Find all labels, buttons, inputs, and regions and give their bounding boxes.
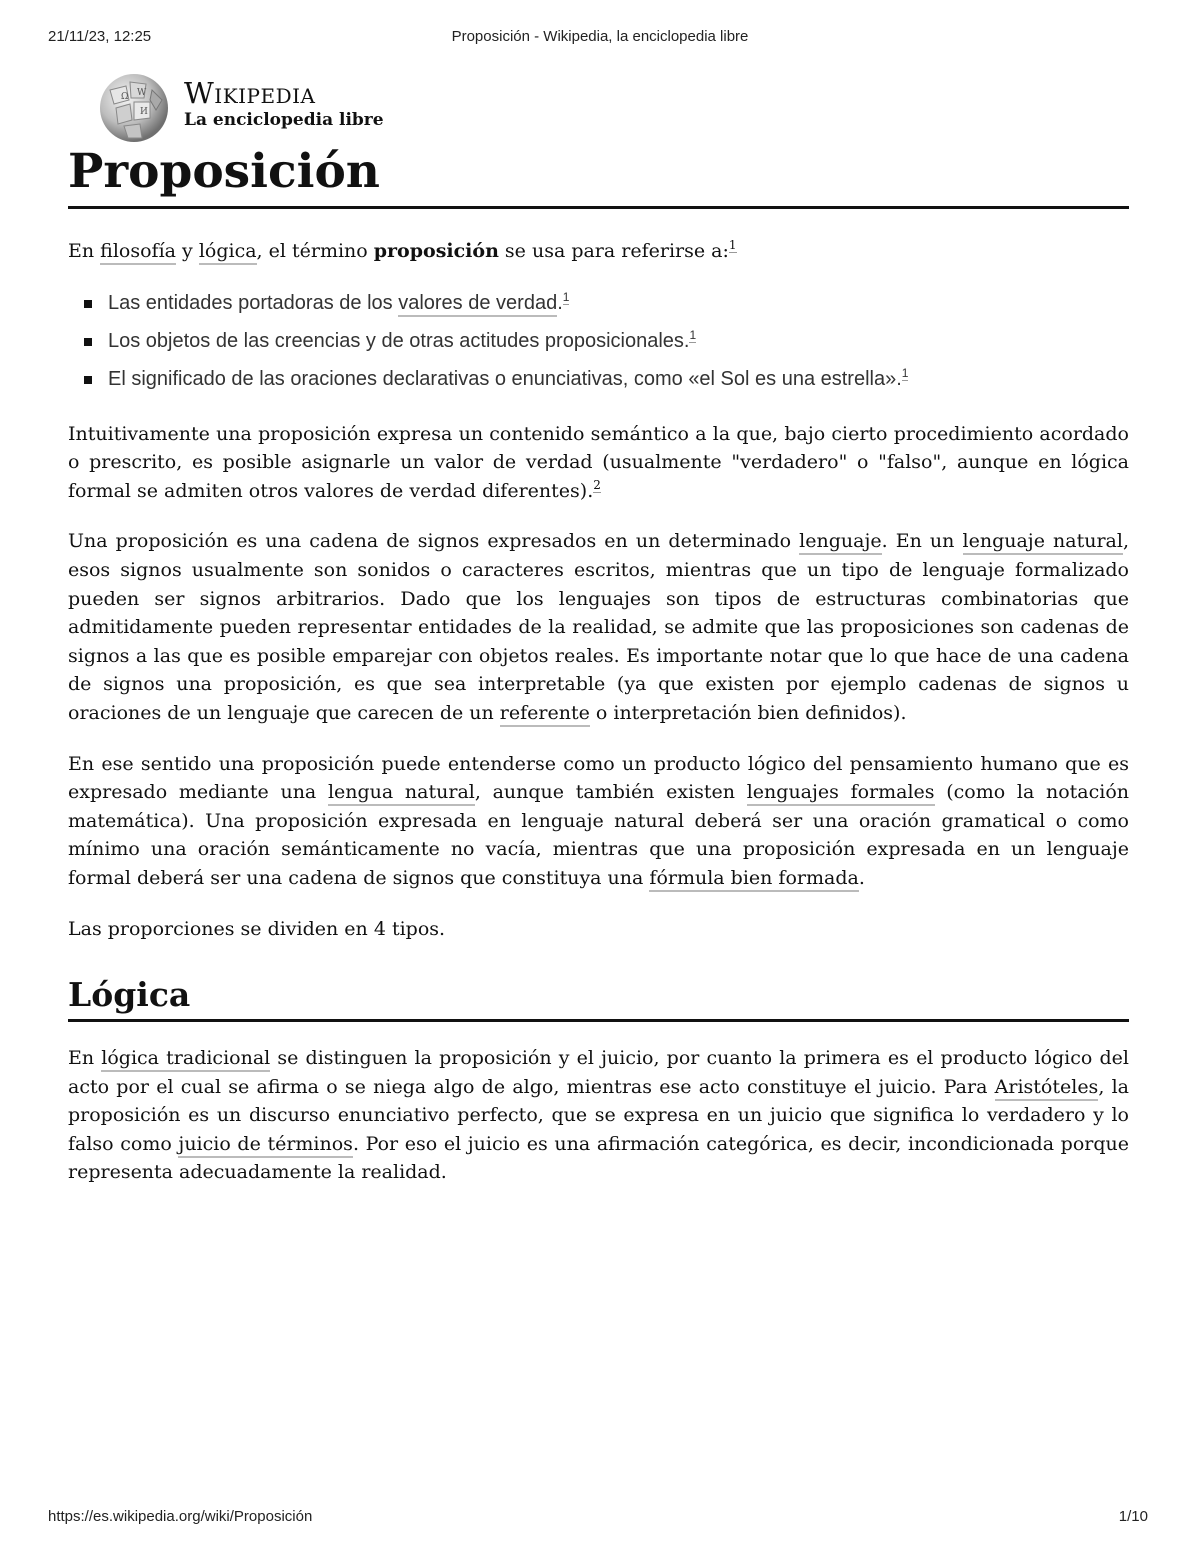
article-content <box>68 140 1129 1187</box>
intro-text-1: En <box>68 240 101 262</box>
paragraph-text: , esos signos usualmente son sonidos o caracteres escritos, mientras que un tipo de lenguaje formalizado pueden ser signos arbitrarios. Dado que los lenguajes son tipos de estructuras combinatorias que admitidamente pueden representar entidades de la realidad, se admite que las proposiciones son cadenas de signos a las que es posible emparejar con objetos reales. Es importante notar que lo que hace de una cadena de signos una proposición, es que sea interpretable (ya que existen por ejemplo cadenas de signos u oraciones de un lenguaje que carecen de un <box>68 530 1130 724</box>
list-item <box>108 360 1129 398</box>
paragraph-text: En <box>68 1047 102 1070</box>
list-item-text: Los objetos de las creencias y de otras actitudes proposicionales. <box>108 329 690 352</box>
paragraph-cadena-de-signos <box>68 527 1129 727</box>
link-lenguajes-formales[interactable]: lenguajes formales <box>747 781 935 806</box>
svg-text:Ω: Ω <box>121 92 129 102</box>
list-item <box>108 284 1129 322</box>
link-referente[interactable]: referente <box>500 702 590 727</box>
paragraph-logica-tradicional <box>68 1044 1129 1187</box>
intro-bold-term: proposición <box>373 240 499 262</box>
intro-text-2: y <box>175 240 199 262</box>
link-lengua-natural[interactable]: lengua natural <box>328 781 475 806</box>
print-header <box>0 28 1200 48</box>
intro-paragraph <box>68 237 1129 266</box>
reference-link[interactable]: 1 <box>689 327 697 342</box>
link-aristoteles[interactable]: Aristóteles <box>995 1076 1099 1101</box>
wikipedia-globe-icon <box>96 70 172 146</box>
paragraph-text: (como la notación matemática). Una proposición expresada en lenguaje natural deberá ser una oración gramatical o como mínimo una oración semánticamente no vacía, mientras que una proposición expresada en un lenguaje formal deberá ser una cadena de signos que constituya una <box>68 781 1130 889</box>
definition-list <box>68 284 1129 398</box>
paragraph-tipos: Las proporciones se dividen en 4 tipos. <box>68 917 446 940</box>
print-date: 21/11/23, 12:25 <box>48 28 152 45</box>
wikipedia-tagline: La enciclopedia libre <box>184 110 384 130</box>
link-logica[interactable]: lógica <box>199 240 257 265</box>
reference-link[interactable]: 1 <box>901 365 909 380</box>
intro-text-4: se usa para referirse a: <box>498 240 729 262</box>
list-item-text: Las entidades portadoras de los <box>108 291 399 314</box>
link-lenguaje-natural[interactable]: lenguaje natural <box>963 530 1123 555</box>
paragraph-intuitivamente <box>68 420 1129 506</box>
reference-link[interactable]: 1 <box>562 289 570 304</box>
link-logica-tradicional[interactable]: lógica tradicional <box>101 1047 270 1072</box>
wikipedia-wordmark: Wikipedia <box>184 76 316 110</box>
paragraph-text: . <box>858 866 865 889</box>
paragraph-text: . Por eso el juicio es una afirmación categórica, es decir, incondicionada porque representa adecuadamente la realidad. <box>68 1132 1129 1184</box>
paragraph-text: se distinguen la proposición y el juicio, por cuanto la primera es el producto lógico del acto por el cual se afirma o se niega algo de algo, mientras ese acto constituye el juicio. Para <box>68 1047 1129 1098</box>
print-page-number: 1/10 <box>1118 1508 1148 1525</box>
section-heading-logica: Lógica <box>68 971 1129 1022</box>
paragraph-text: . En un <box>881 530 963 553</box>
link-lenguaje[interactable]: lenguaje <box>799 530 881 555</box>
paragraph-text: En ese sentido una proposición puede entenderse como un producto lógico del pensamiento humano que es expresado mediante una <box>68 752 1129 804</box>
paragraph-text: Una proposición es una cadena de signos expresados en un determinado <box>68 530 800 553</box>
paragraph-text: , aunque también existen <box>474 781 747 804</box>
intro-text-3: , el término <box>256 240 374 262</box>
list-item <box>108 322 1129 360</box>
link-filosofia[interactable]: filosofía <box>100 240 176 265</box>
link-formula-bien-formada[interactable]: fórmula bien formada <box>649 867 858 892</box>
svg-text:И: И <box>140 107 148 117</box>
list-item-text: . <box>557 291 563 314</box>
wikipedia-logo[interactable] <box>96 68 396 148</box>
page-title: Proposición <box>68 140 1129 209</box>
print-footer <box>0 1508 1200 1528</box>
svg-text:W: W <box>137 88 147 98</box>
reference-link[interactable]: 2 <box>593 477 601 492</box>
paragraph-producto-logico <box>68 750 1129 893</box>
reference-link[interactable]: 1 <box>728 238 737 252</box>
print-url: https://es.wikipedia.org/wiki/Proposición <box>48 1508 313 1525</box>
list-item-text: El significado de las oraciones declarativas o enunciativas, como «el Sol es una estrella». <box>108 367 902 390</box>
paragraph-text: , la proposición es un discurso enunciativo perfecto, que se expresa en un juicio que significa lo verdadero y lo falso como <box>68 1075 1129 1155</box>
paragraph-text: o interpretación bien definidos). <box>589 701 907 724</box>
link-valores-de-verdad[interactable]: valores de verdad <box>398 292 557 317</box>
print-doc-title: Proposición - Wikipedia, la enciclopedia libre <box>451 28 749 45</box>
link-juicio-de-terminos[interactable]: juicio de términos <box>178 1133 353 1158</box>
paragraph-text: Intuitivamente una proposición expresa un contenido semántico a la que, bajo cierto procedimiento acordado o prescrito, es posible asignarle un valor de verdad (usualmente "verdadero" o "falso", aunque en lógica formal se admiten otros valores de verdad diferentes). <box>68 422 1129 502</box>
